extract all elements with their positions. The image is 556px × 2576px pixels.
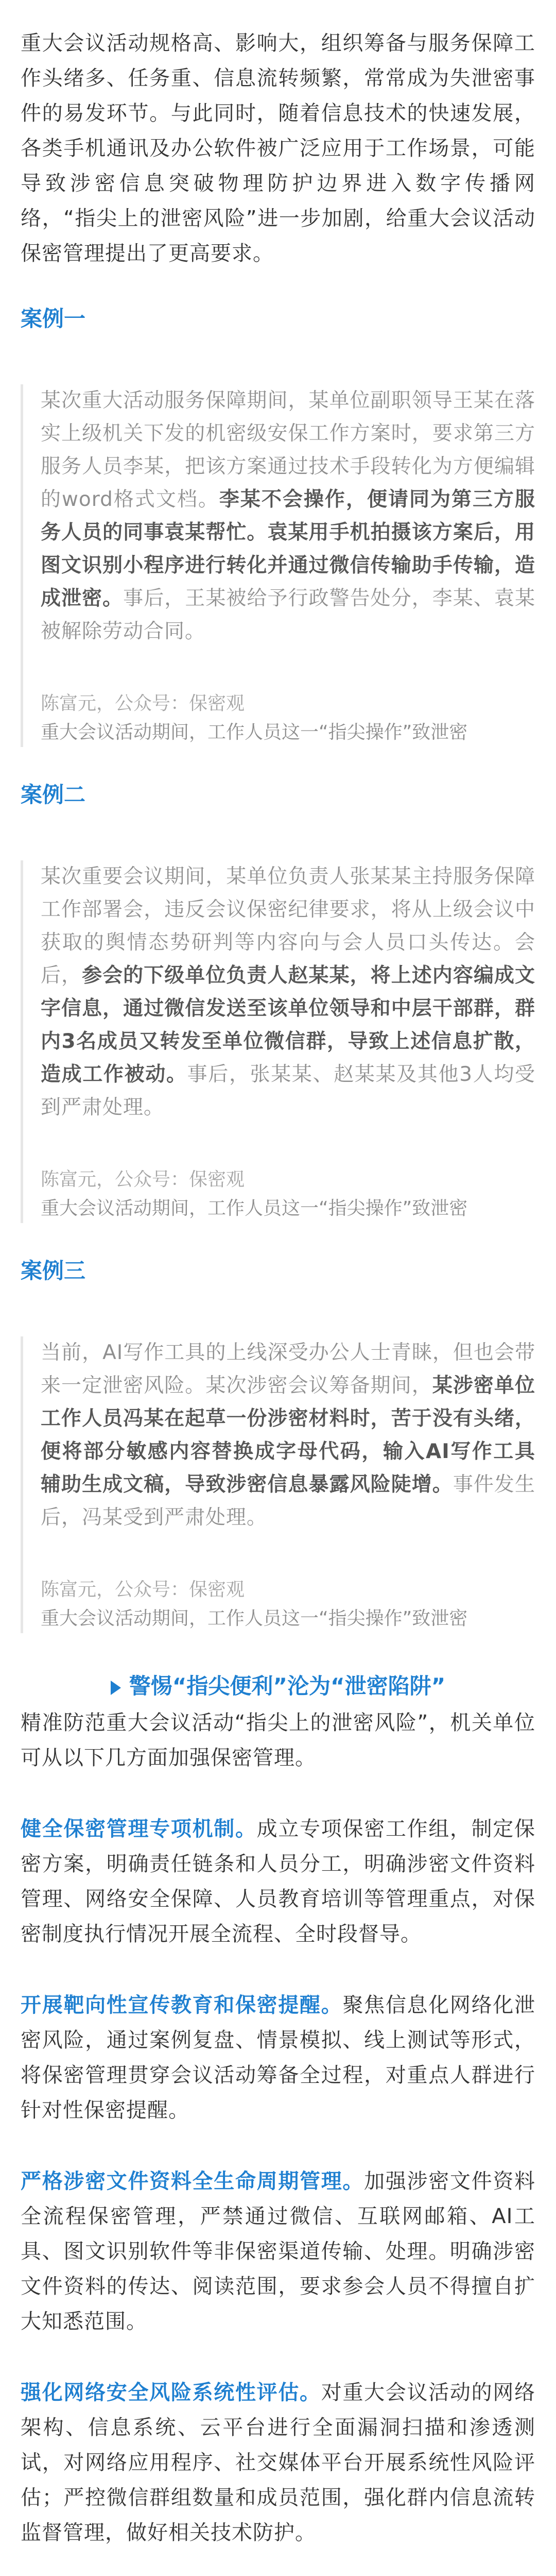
triangle-icon <box>111 1681 121 1695</box>
measure-text: 成立专项保密工作组，制定保密方案，明确责任链条和人员分工，明确涉密文件资料管理、网络安全保障、人员教育培训等管理重点，对保密制度执行情况开展全流程、全时段督导。 <box>21 1817 536 1946</box>
case-heading: 案例二 <box>21 782 86 807</box>
case-text-pre: 当前，AI写作工具的上线深受办公人士青睐，但也会带来一定泄密风险。某次涉密会议筹备期间， <box>41 1341 535 1397</box>
case-2 <box>21 778 535 1223</box>
case-heading: 案例三 <box>21 1258 86 1283</box>
source-credit[interactable]: 陈富元，公众号：保密观 <box>41 1169 245 1190</box>
measure-text: 对重大会议活动的网络架构、信息系统、云平台进行全面漏洞扫描和渗透测试，对网络应用程序、社交媒体平台开展系统性风险评估；严控微信群组数量和成员范围，强化群内信息流转监督管理，做好相关技术防护。 <box>21 2381 536 2545</box>
case-text <box>41 1336 535 1534</box>
source-title-link[interactable]: 重大会议活动期间，工作人员这一“指尖操作”致泄密 <box>41 722 468 743</box>
measure-title: 严格涉密文件资料全生命周期管理。 <box>21 2170 364 2193</box>
intro-paragraph: 重大会议活动规格高、影响大，组织筹备与服务保障工作头绪多、任务重、信息流转频繁，常常成为失泄密事件的易发环节。与此同时，随着信息技术的快速发展，各类手机通讯及办公软件被广泛应用于工作场景，可能导致涉密信息突破物理防护边界进入数字传播网络，“指尖上的泄密风险”进一步加剧，给重大会议活动保密管理提出了更高要求。 <box>21 31 535 265</box>
section-title <box>21 1669 535 1700</box>
case-text-bold: 参会的下级单位负责人赵某某，将上述内容编成文字信息，通过微信发送至该单位领导和中层干部群，群内3名成员又转发至单位微信群，导致上述信息扩散，造成工作被动。 <box>41 964 535 1086</box>
case-heading: 案例一 <box>21 306 86 331</box>
section-intro: 精准防范重大会议活动“指尖上的泄密风险”，机关单位可从以下几方面加强保密管理。 <box>21 1711 535 1770</box>
measure-text: 加强涉密文件资料全流程保密管理，严禁通过微信、互联网邮箱、AI工具、图文识别软件等非保密渠道传输、处理。明确涉密文件资料的传达、阅读范围，要求参会人员不得擅自扩大知悉范围。 <box>21 2170 536 2333</box>
measure-item <box>21 2375 535 2550</box>
case-text <box>41 860 535 1124</box>
source-title-link[interactable]: 重大会议活动期间，工作人员这一“指尖操作”致泄密 <box>41 1608 468 1629</box>
case-quote <box>21 384 535 747</box>
case-text-bold: 某涉密单位工作人员冯某在起草一份涉密材料时，苦于没有头绪，便将部分敏感内容替换成字母代码，输入AI写作工具辅助生成文稿，导致涉密信息暴露风险陡增。 <box>41 1374 535 1496</box>
measure-text: 聚焦信息化网络化泄密风险，通过案例复盘、情景模拟、线上测试等形式，将保密管理贯穿会议活动筹备全过程，对重点人群进行针对性保密提醒。 <box>21 1993 536 2122</box>
case-text-bold: 李某不会操作，便请同为第三方服务人员的同事袁某帮忙。袁某用手机拍摄该方案后，用图文识别小程序进行转化并通过微信传输助手传输，造成泄密。 <box>41 488 535 610</box>
section-title-text: 警惕“指尖便利”沦为“泄密陷阱” <box>129 1673 446 1699</box>
case-text-post: 事后，张某某、赵某某及其他3人均受到严肃处理。 <box>41 1063 535 1119</box>
case-text <box>41 384 535 648</box>
case-1 <box>21 302 535 747</box>
case-text-pre: 某次重大活动服务保障期间，某单位副职领导王某在落实上级机关下发的机密级安保工作方案时，要求第三方服务人员李某，把该方案通过技术手段转化为方便编辑的word格式文档。 <box>41 389 535 511</box>
case-text-post: 事后，王某被给予行政警告处分，李某、袁某被解除劳动合同。 <box>41 587 535 643</box>
case-3 <box>21 1254 535 1633</box>
case-quote <box>21 1336 535 1633</box>
source-title-link[interactable]: 重大会议活动期间，工作人员这一“指尖操作”致泄密 <box>41 1198 468 1219</box>
measure-item <box>21 1811 535 1952</box>
case-quote <box>21 860 535 1223</box>
source-credit[interactable]: 陈富元，公众号：保密观 <box>41 693 245 714</box>
measure-item <box>21 2164 535 2339</box>
measure-item <box>21 1988 535 2128</box>
measure-title: 健全保密管理专项机制。 <box>21 1817 257 1841</box>
case-text-post: 事件发生后，冯某受到严肃处理。 <box>41 1473 535 1529</box>
measure-title: 强化网络安全风险系统性评估。 <box>21 2381 321 2404</box>
measure-title: 开展靶向性宣传教育和保密提醒。 <box>21 1993 343 2017</box>
case-text-pre: 某次重要会议期间，某单位负责人张某某主持服务保障工作部署会，违反会议保密纪律要求，将从上级会议中获取的舆情态势研判等内容向与会人员口头传达。会后， <box>41 865 535 987</box>
source-credit[interactable]: 陈富元，公众号：保密观 <box>41 1579 245 1600</box>
